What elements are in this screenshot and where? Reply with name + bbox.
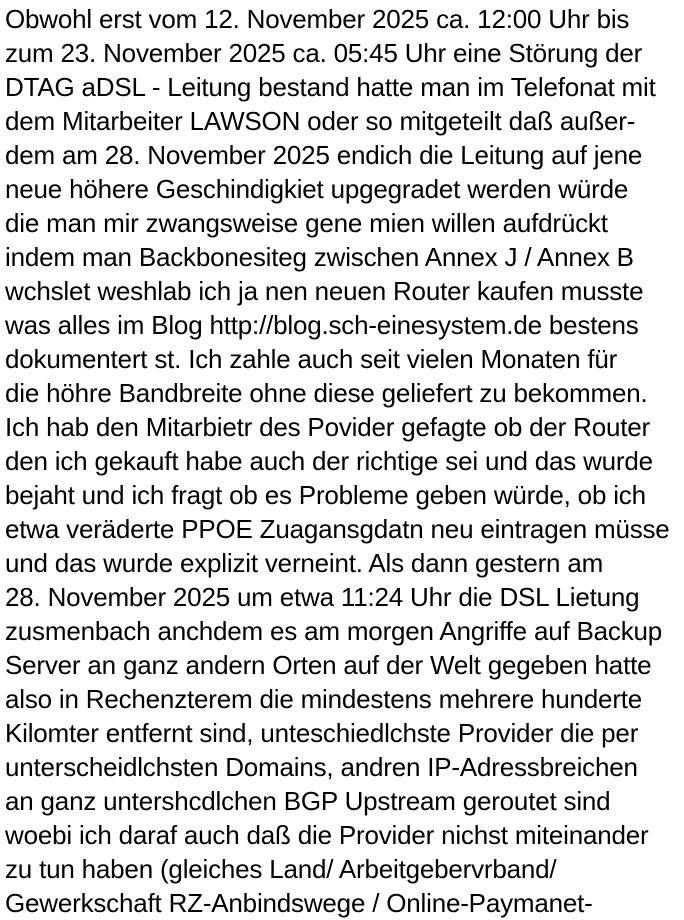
text-line: DTAG aDSL - Leitung bestand hatte man im Telefonat mit (5, 72, 656, 102)
text-line: und das wurde explizit verneint. Als dann gestern am (5, 548, 604, 578)
text-line: an ganz untershcdlchen BGP Upstream geroutet sind (5, 786, 611, 816)
text-line: Gewerkschaft RZ-Anbindswege / Online-Paymanet- (5, 888, 593, 918)
text-line: den ich gekauft habe auch der richtige sei und das wurde (5, 446, 653, 476)
text-line: zusmenbach anchdem es am morgen Angriffe auf Backup (5, 616, 663, 646)
text-line: Server an ganz andern Orten auf der Welt gegeben hatte (5, 650, 652, 680)
text-line: Ich hab den Mitarbietr des Povider gefagte ob der Router (5, 412, 650, 442)
text-line: woebi ich daraf auch daß die Provider nichst miteinander (5, 820, 649, 850)
text-line: bejaht und ich fragt ob es Probleme geben würde, ob ich (5, 480, 646, 510)
text-line: was alles im Blog http://blog.sch-einesystem.de bestens (5, 310, 639, 340)
text-line: 28. November 2025 um etwa 11:24 Uhr die DSL Lietung (5, 582, 640, 612)
text-line: also in Rechenzterem die mindestens mehrere hunderte (5, 684, 643, 714)
text-line: wchslet weshlab ich ja nen neuen Router kaufen musste (5, 276, 644, 306)
document-text-block (5, 2, 684, 920)
text-line: dokumentert st. Ich zahle auch seit vielen Monaten für (5, 344, 618, 374)
text-line: die man mir zwangsweise gene mien willen aufdrückt (5, 208, 608, 238)
text-line: zum 23. November 2025 ca. 05:45 Uhr eine Störung der (5, 38, 643, 68)
text-line: dem am 28. November 2025 endich die Leitung auf jene (5, 140, 643, 170)
text-line: etwa veräderte PPOE Zuagansgdatn neu eintragen müsse (5, 514, 670, 544)
text-line: unterscheidlchsten Domains, andren IP-Adressbreichen (5, 752, 638, 782)
text-line: zu tun haben (gleiches Land/ Arbeitgebervrband/ (5, 854, 557, 884)
text-line: Kilomter entfernt sind, unteschiedlchste Provider die per (5, 718, 639, 748)
text-line: dem Mitarbeiter LAWSON oder so mitgeteilt daß außer- (5, 106, 636, 136)
text-line: die höhre Bandbreite ohne diese geliefert zu bekommen. (5, 378, 648, 408)
text-line: indem man Backbonesiteg zwischen Annex J / Annex B (5, 242, 634, 272)
text-line: Obwohl erst vom 12. November 2025 ca. 12:00 Uhr bis (5, 4, 630, 34)
text-line: neue höhere Geschindigkiet upgegradet werden würde (5, 174, 629, 204)
